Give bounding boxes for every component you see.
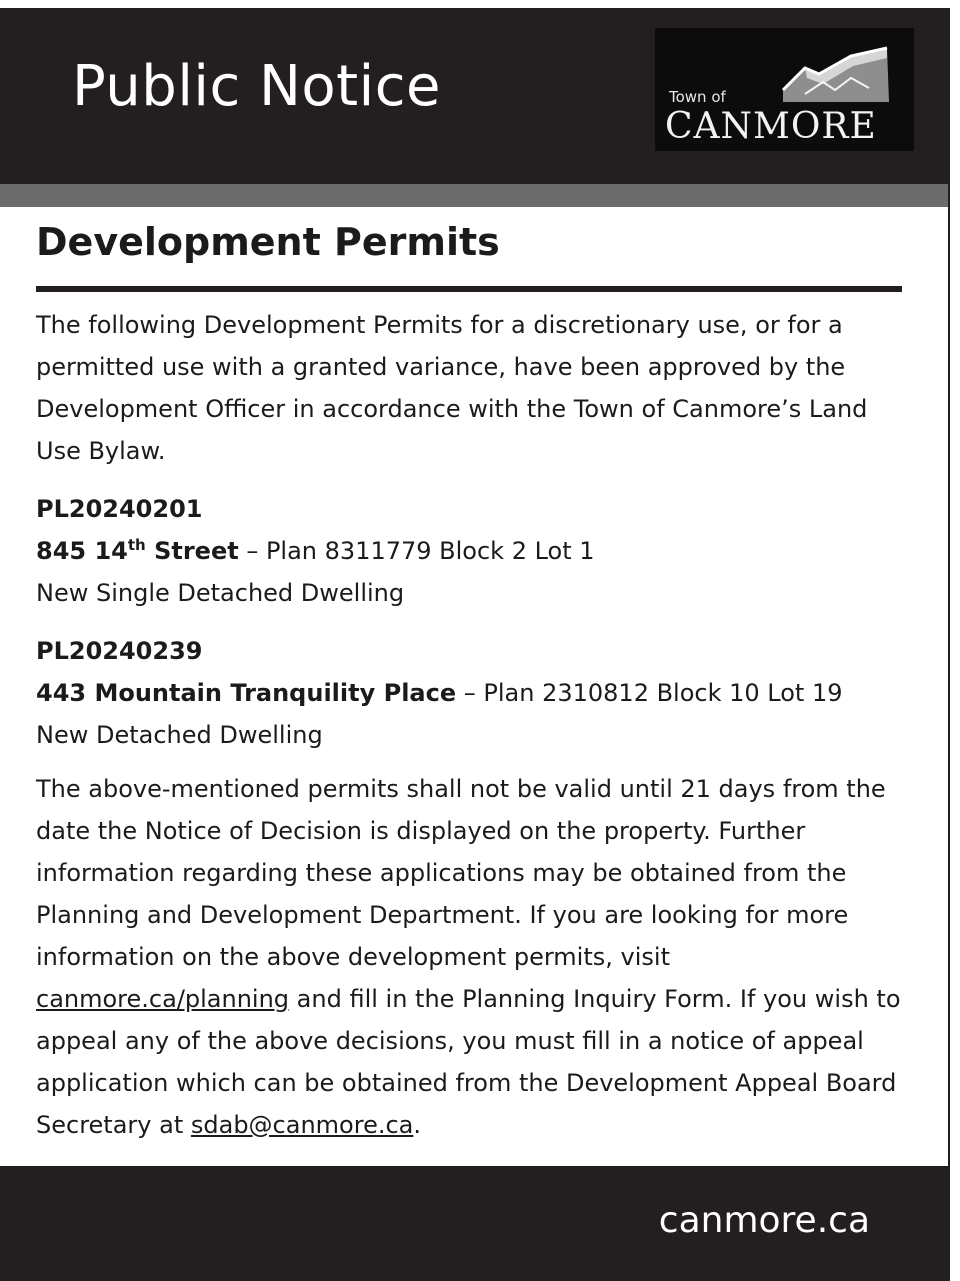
permit-legal: – Plan 2310812 Block 10 Lot 19 [456, 679, 843, 707]
permit-id: PL20240201 [36, 495, 203, 523]
notice-header [0, 8, 948, 184]
closing-paragraph: The above-mentioned permits shall not be valid until 21 days from the date the Notice of Decision is displayed on the property. Further information regarding these applications may be obtained from the Planning and Development Department. If you are looking for more information on the above development permits, visit canmore.ca/planning and fill in the Planning Inquiry Form. If you wish to appeal any of the above decisions, you must fill in a notice of appeal application which can be obtained from the Development Appeal Board Secretary at sdab@canmore.ca. [36, 775, 901, 1139]
permit-description: New Detached Dwelling [36, 721, 323, 749]
notice-footer [0, 1166, 948, 1281]
section-title: Development Permits [36, 220, 500, 264]
footer-website[interactable]: canmore.ca [658, 1200, 870, 1241]
logo-town-of: Town of [669, 88, 726, 106]
planning-link[interactable]: canmore.ca/planning [36, 985, 290, 1013]
permit-id: PL20240239 [36, 637, 203, 665]
permit-address-line [36, 530, 916, 572]
public-notice [0, 8, 950, 1281]
section-divider [36, 286, 902, 292]
header-band [0, 184, 948, 207]
permit-legal: – Plan 8311779 Block 2 Lot 1 [238, 537, 595, 565]
sdab-email-link[interactable]: sdab@canmore.ca [190, 1111, 414, 1139]
permit-entry [36, 488, 916, 614]
logo-town-name: CANMORE [665, 106, 877, 147]
permit-address: 443 Mountain Tranquility Place [36, 679, 457, 707]
notice-content [36, 220, 916, 1146]
permit-entry [36, 630, 916, 756]
permit-description: New Single Detached Dwelling [36, 579, 405, 607]
intro-paragraph: The following Development Permits for a discretionary use, or for a permitted use with a granted variance, have been approved by the Development Officer in accordance with the Town of Canmore’s Land Use Bylaw. [36, 311, 868, 465]
permit-address-line [36, 672, 916, 714]
permit-address: 845 14th Street [36, 536, 239, 565]
notice-title: Public Notice [72, 54, 441, 119]
town-logo [655, 28, 914, 151]
